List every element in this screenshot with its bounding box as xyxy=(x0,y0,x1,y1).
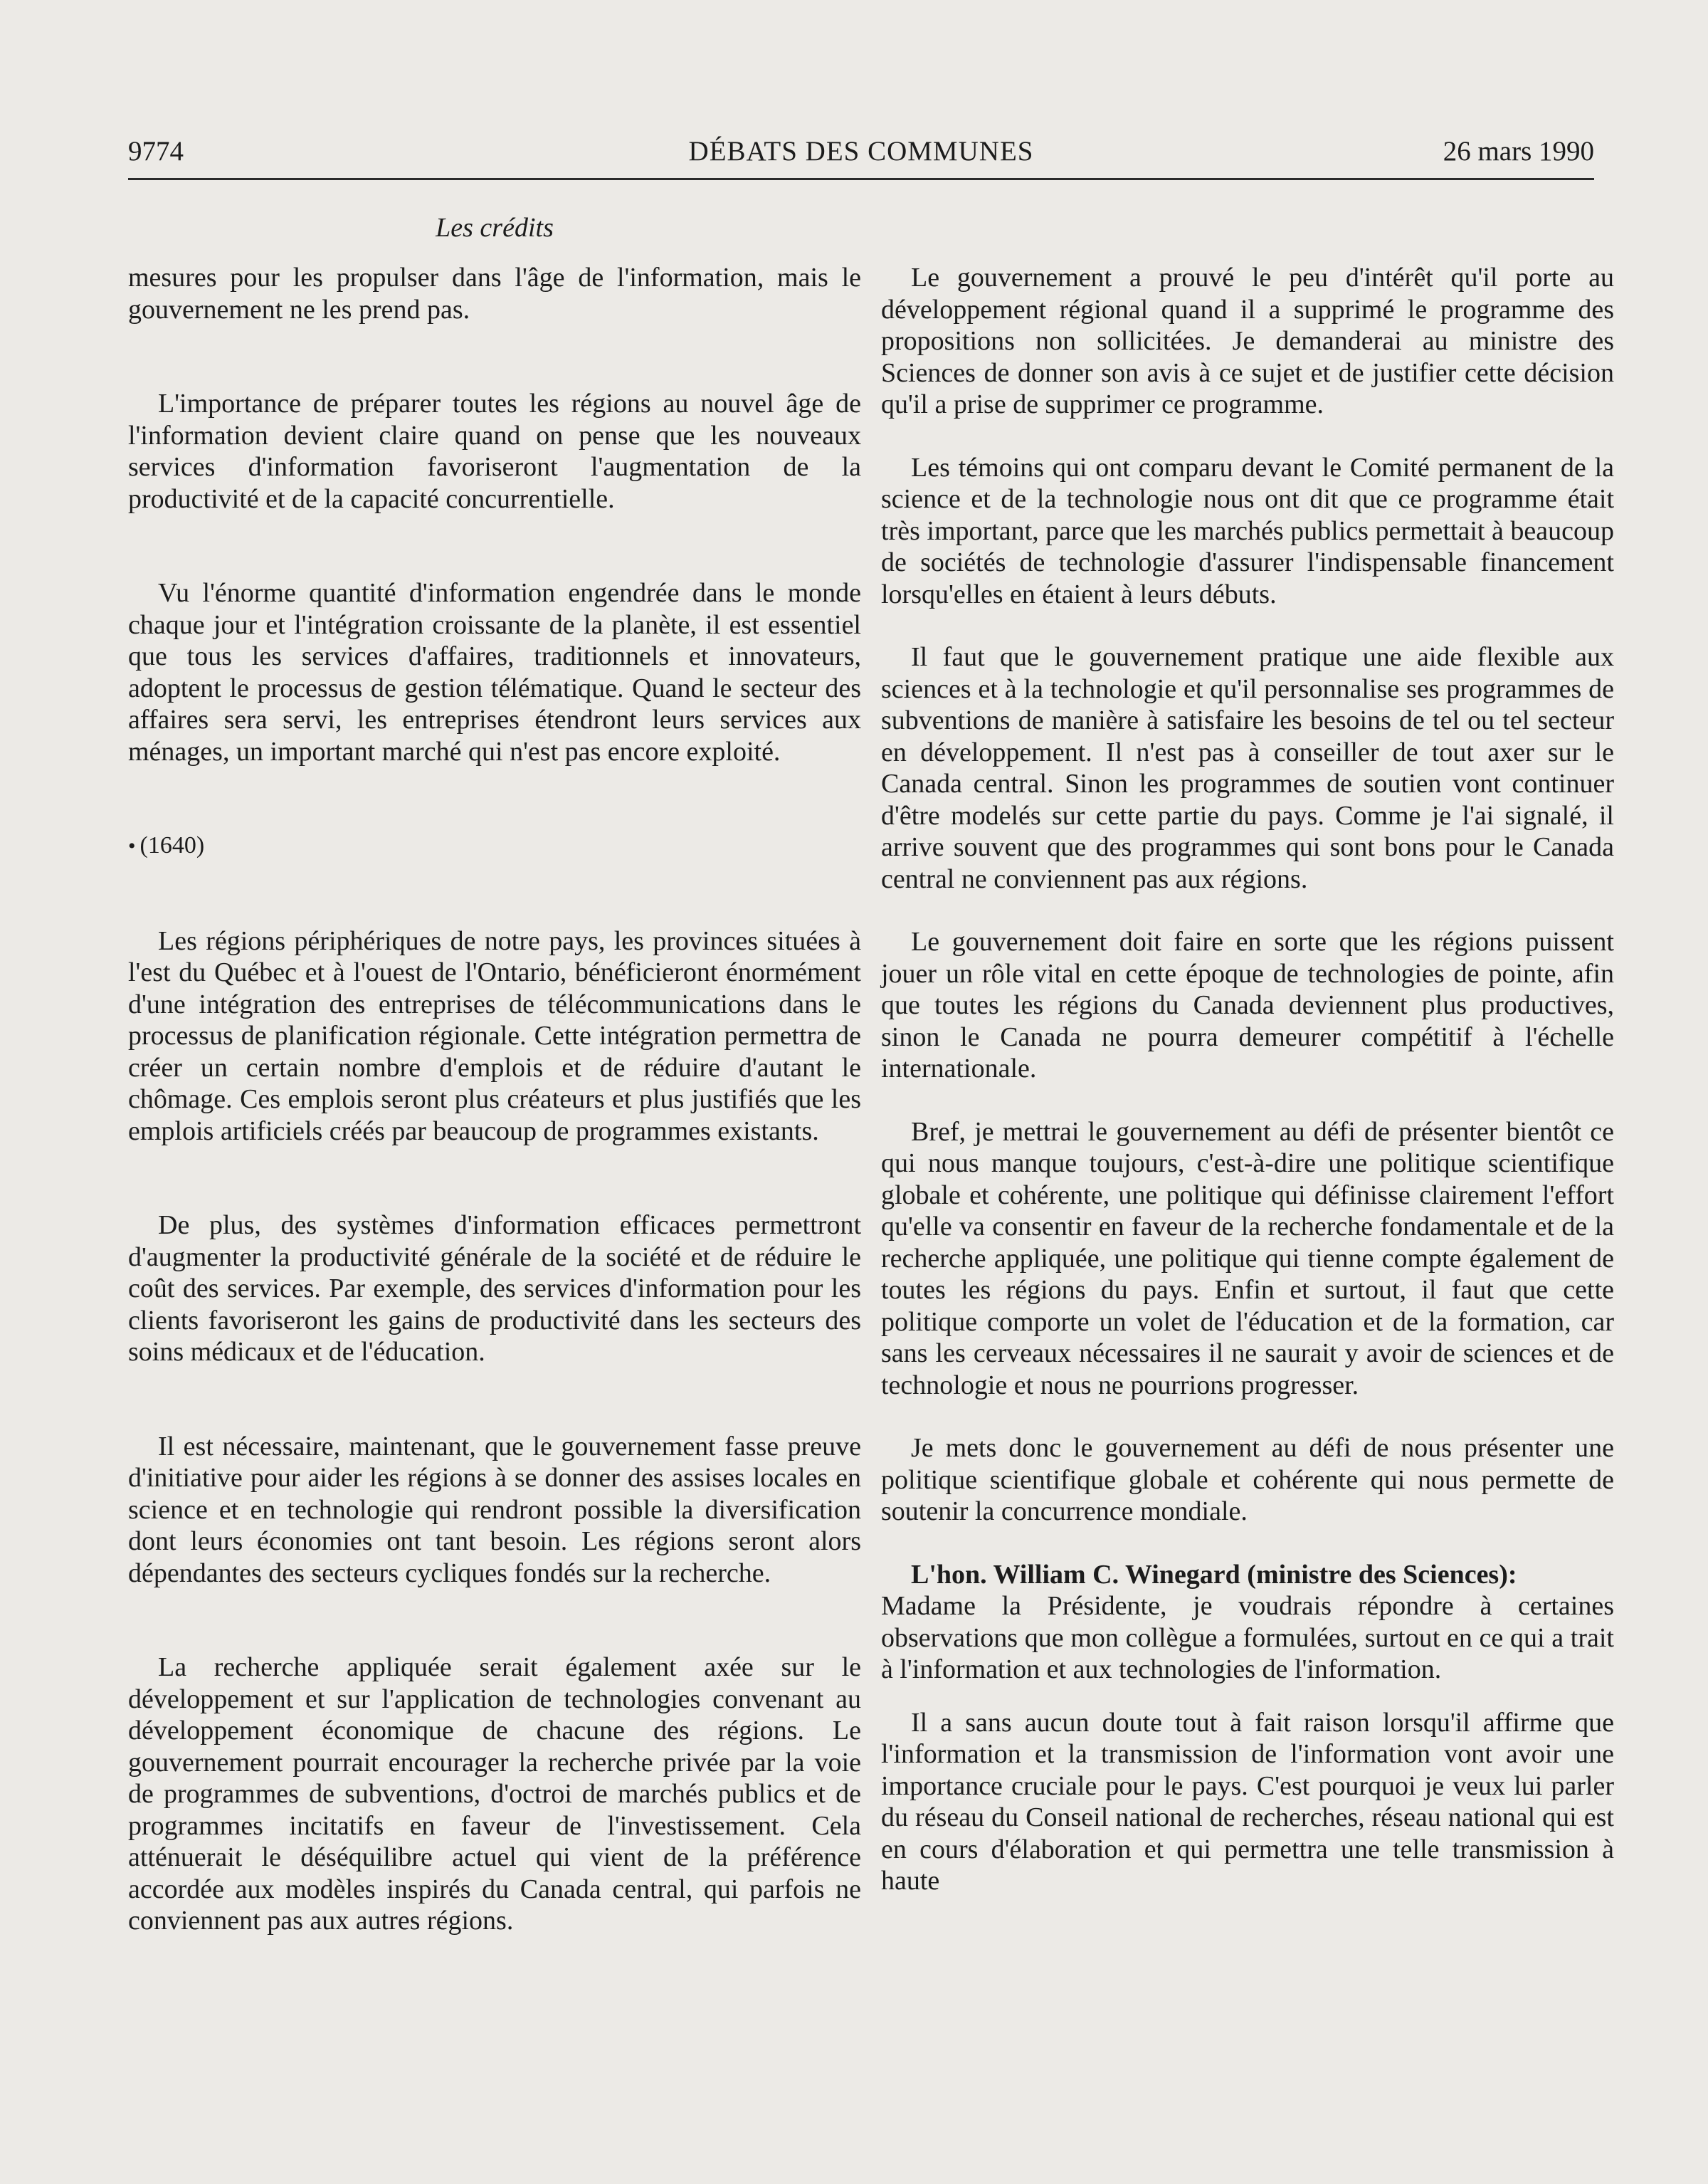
speaker-intro xyxy=(881,1559,1614,1591)
paragraph: Vu l'énorme quantité d'information engendrée dans le monde chaque jour et l'intégration croissante de la planète, il est essentiel que tous les services d'affaires, traditionnels et innovateurs, adoptent le processus de gestion télématique. Quand le secteur des affaires sera servi, les entreprises étendront leurs services aux ménages, un important marché qui n'est pas encore exploité. xyxy=(128,578,861,767)
bullet-icon: • xyxy=(128,834,136,858)
paragraph: mesures pour les propulser dans l'âge de l'information, mais le gouvernement ne les prend pas. xyxy=(128,263,861,325)
issue-date: 26 mars 1990 xyxy=(1443,136,1594,167)
paragraph: Il est nécessaire, maintenant, que le gouvernement fasse preuve d'initiative pour aider les régions à se donner des assises locales en science et en technologie qui rendront possible la diversification dont leurs économies ont tant besoin. Les régions seront alors dépendantes des secteurs cycliques fondés sur la recherche. xyxy=(128,1431,861,1588)
paragraph: Il a sans aucun doute tout à fait raison lorsqu'il affirme que l'information et la transmission de l'information vont avoir une importance cruciale pour le pays. C'est pourquoi je veux lui parler du réseau du Conseil national de recherches, réseau national qui est en cours d'élaboration et qui permettra une telle transmission à haute xyxy=(881,1707,1614,1896)
paragraph: Le gouvernement doit faire en sorte que les régions puissent jouer un rôle vital en cette époque de technologies de pointe, afin que toutes les régions du Canada deviennent plus productives, sinon le Canada ne pourra demeurer compétitif à l'échelle internationale. xyxy=(881,927,1614,1083)
paragraph: L'importance de préparer toutes les régions au nouvel âge de l'information devient claire quand on pense que les nouveaux services d'information favoriseront l'augmentation de la productivité et de la capacité concurrentielle. xyxy=(128,389,861,514)
paragraph: Les régions périphériques de notre pays, les provinces situées à l'est du Québec et à l'ouest de l'Ontario, bénéficieront énormément d'une intégration des entreprises de télécommunications dans le processus de planification régionale. Cette intégration permettra de créer un certain nombre d'emplois et de réduire d'autant le chômage. Ces emplois seront plus créateurs et plus justifiés que les emplois artificiels créés par beaucoup de programmes existants. xyxy=(128,925,861,1146)
paragraph: Le gouvernement a prouvé le peu d'intérêt qu'il porte au développement régional quand il a supprimé le programme des propositions non sollicitées. Je demanderai au ministre des Sciences de donner son avis à ce sujet et de justifier cette décision qu'il a prise de supprimer ce programme. xyxy=(881,263,1614,419)
time-stamp: (1640) xyxy=(139,832,205,859)
section-title: Les crédits xyxy=(436,213,554,243)
paragraph: De plus, des systèmes d'information efficaces permettront d'augmenter la productivité générale de la société et de réduire le coût des services. Par exemple, des services d'information pour les clients favoriseront les gains de productivité dans les secteurs des soins médicaux et de l'éducation. xyxy=(128,1210,861,1367)
paragraph: Bref, je mettrai le gouvernement au défi de présenter bientôt ce qui nous manque toujours, c'est-à-dire une politique scientifique globale et cohérente, une politique qui définisse clairement l'effort qu'elle va consentir en faveur de la recherche fondamentale et de la recherche appliquée, une politique qui tienne compte également de toutes les régions du pays. Enfin et surtout, il faut que cette politique comporte un volet de l'éducation et de la formation, car sans les cerveaux nécessaires il ne saurait y avoir de sciences et de technologie et nous ne pourrions progresser. xyxy=(881,1116,1614,1400)
paragraph: Je mets donc le gouvernement au défi de nous présenter une politique scientifique globale et cohérente qui nous permette de soutenir la concurrence mondiale. xyxy=(881,1433,1614,1526)
page-number: 9774 xyxy=(128,136,184,167)
paragraph: Les témoins qui ont comparu devant le Comité permanent de la science et de la technologie nous ont dit que ce programme était très important, parce que les marchés publics permettait à beaucoup de sociétés de technologie d'assurer l'indispensable financement lorsqu'elles en étaient à leurs débuts. xyxy=(881,452,1614,609)
left-column xyxy=(128,262,861,2000)
paragraph: Il faut que le gouvernement pratique une aide flexible aux sciences et à la technologie et qu'il personnalise ses programmes de subventions de manière à satisfaire les besoins de tel ou tel secteur en développement. Il n'est pas à conseiller de tout axer sur le Canada central. Sinon les programmes de soutien vont continuer d'être modelés sur cette partie du pays. Comme je l'ai signalé, il arrive souvent que des programmes qui sont bons pour le Canada central ne conviennent pas aux régions. xyxy=(881,642,1614,894)
paragraph: La recherche appliquée serait également axée sur le développement et sur l'application de technologies convenant au développement économique de chacune des régions. Le gouvernement pourrait encourager la recherche privée par la voie de programmes de subventions, d'octroi de marchés publics et de programmes incitatifs en faveur de l'investissement. Cela atténuerait le déséquilibre actuel qui vient de la préférence accordée aux modèles inspirés du Canada central, qui parfois ne conviennent pas aux autres régions. xyxy=(128,1652,861,1936)
right-column xyxy=(881,262,1614,1928)
time-marker xyxy=(128,830,861,863)
speaker-name: L'hon. William C. Winegard (ministre des Sciences): xyxy=(911,1559,1517,1590)
paragraph: Madame la Présidente, je voudrais répondre à certaines observations que mon collègue a formulées, surtout en ce qui a trait à l'information et aux technologies de l'information. xyxy=(881,1591,1614,1684)
page-header xyxy=(128,135,1594,180)
journal-title: DÉBATS DES COMMUNES xyxy=(688,136,1034,167)
